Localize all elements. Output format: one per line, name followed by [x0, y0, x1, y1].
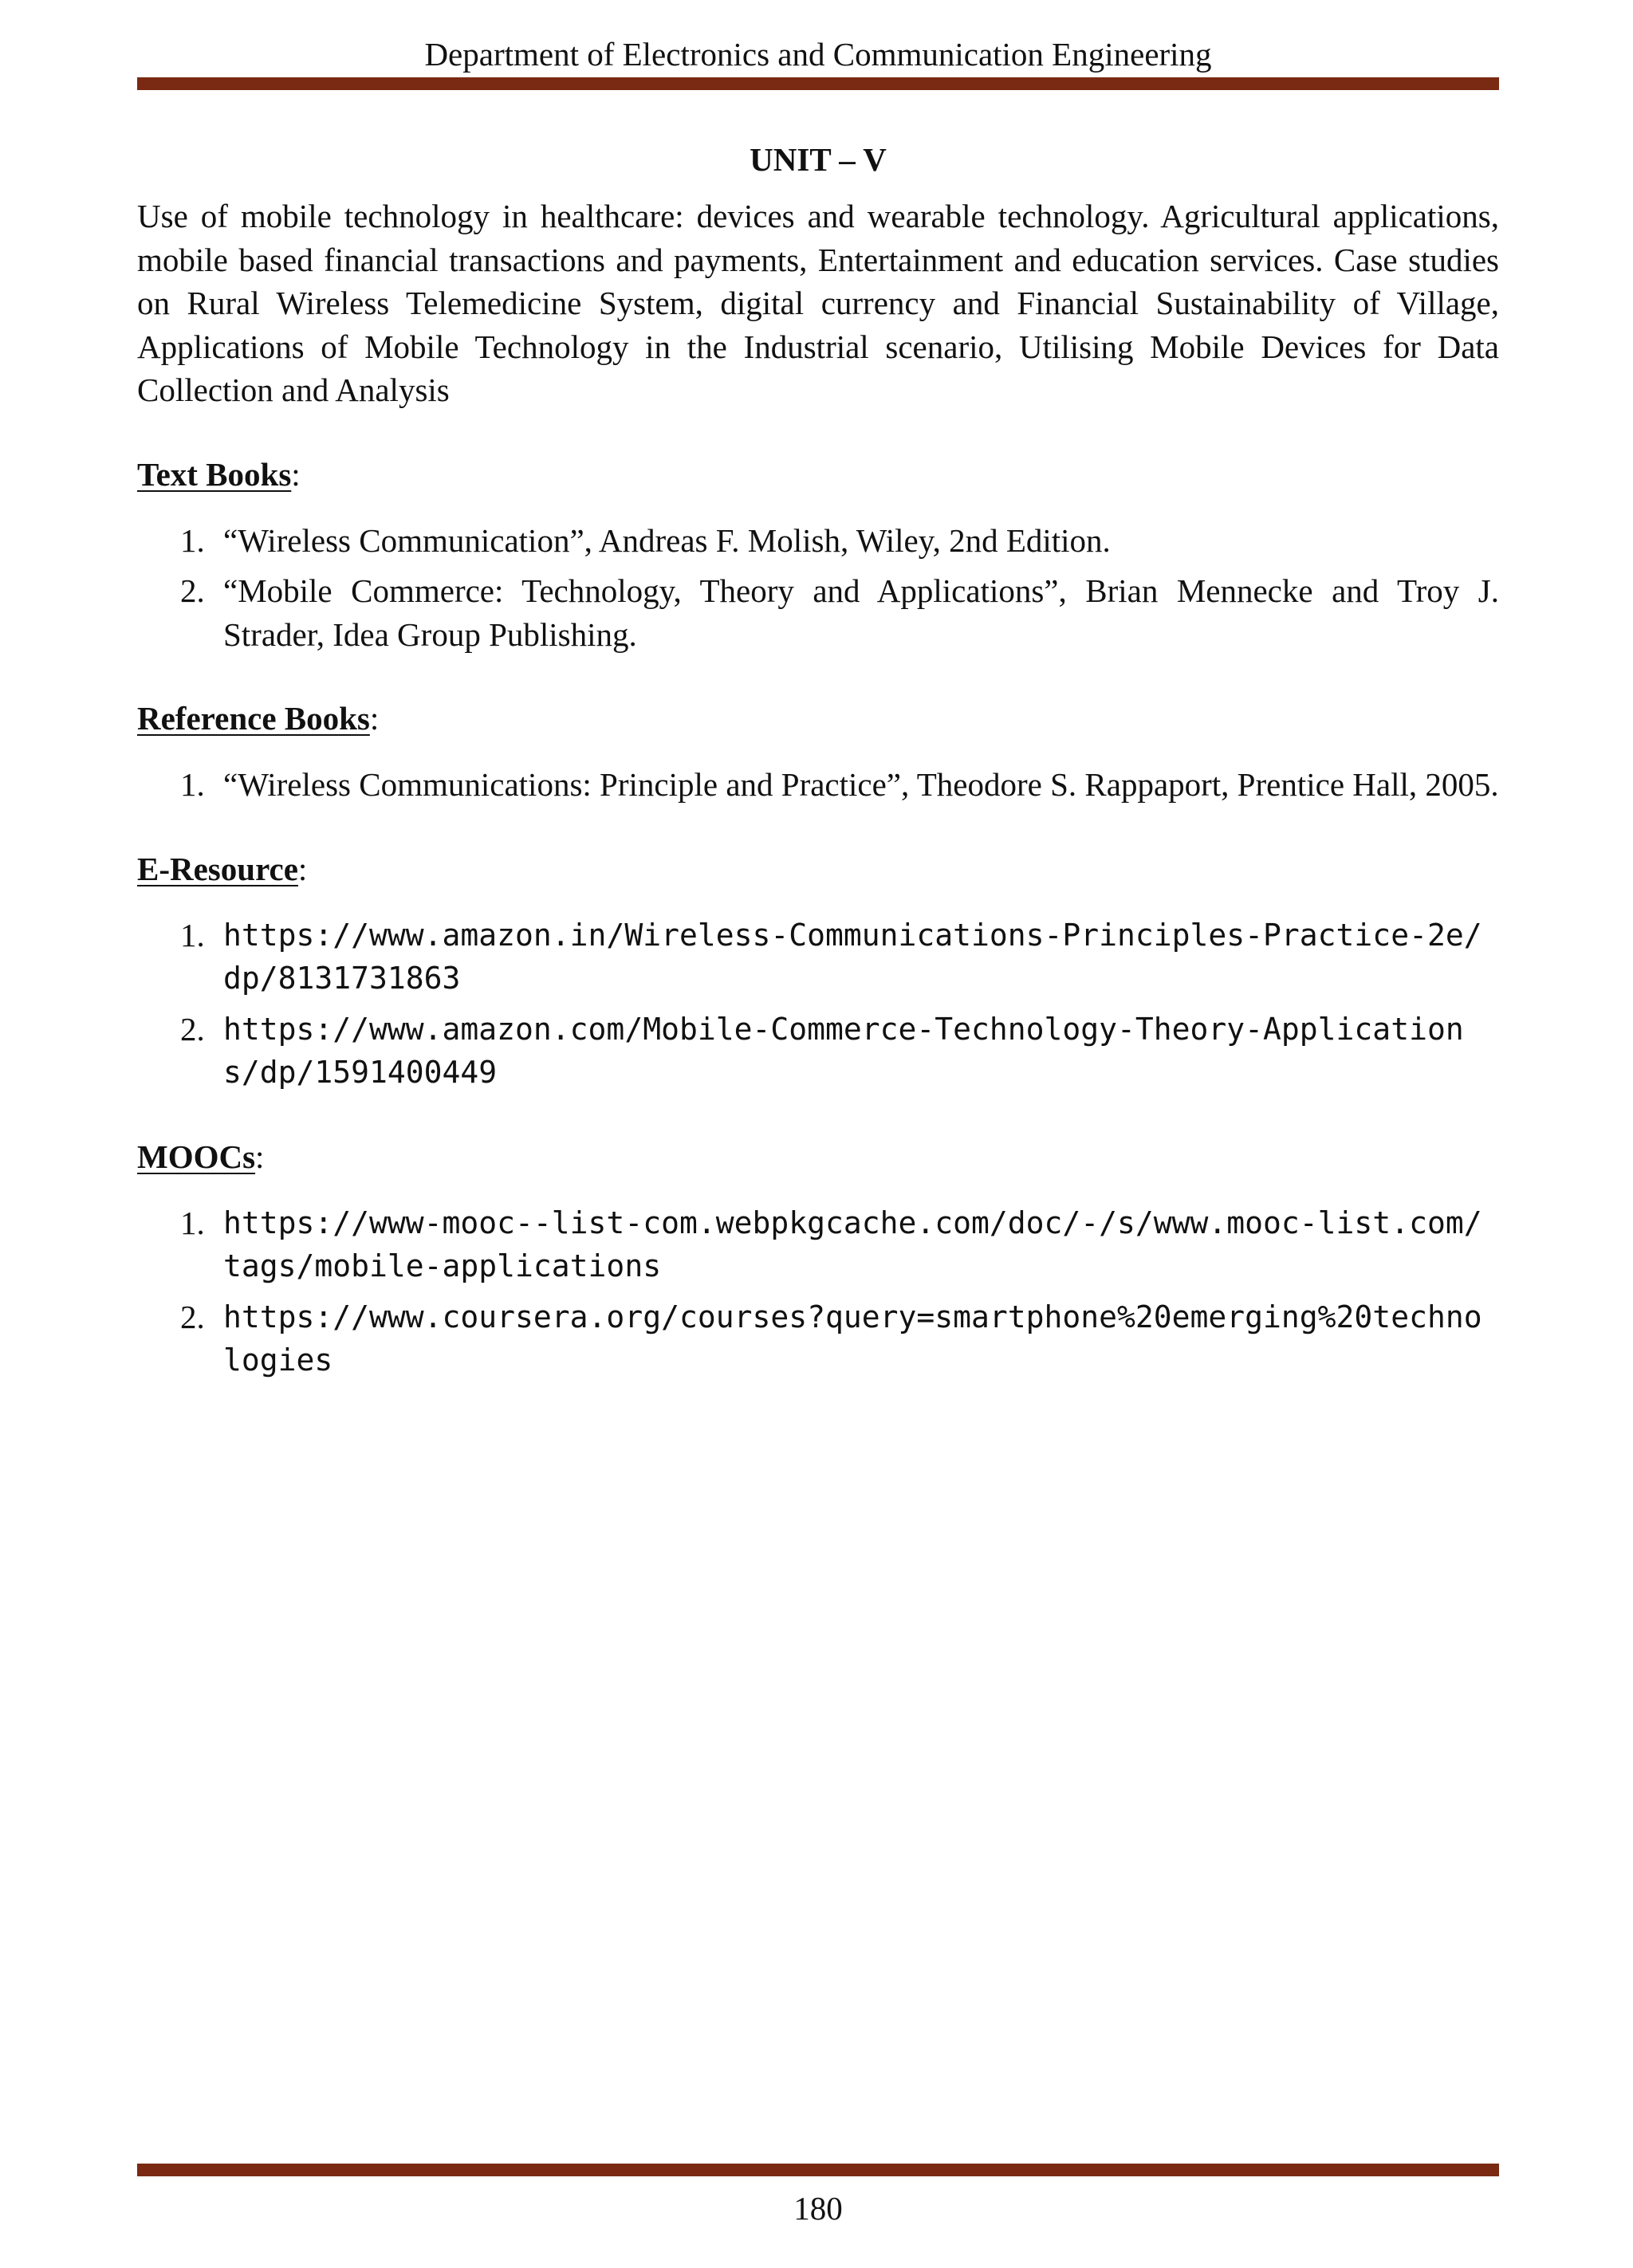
list-item-number: 1. [180, 521, 205, 559]
reference-books-heading-label: Reference Books [137, 700, 370, 737]
e-resource-heading: E-Resource: [137, 850, 308, 887]
page-header-department: Department of Electronics and Communication Engineering [424, 36, 1212, 73]
list-item [137, 519, 1499, 563]
text-books-heading: Text Books: [137, 455, 301, 493]
list-item-number: 2. [180, 1010, 205, 1048]
list-item [137, 763, 1499, 807]
mooc-link[interactable]: https://www.coursera.org/courses?query=smartphone%20emerging%20technologies [223, 1299, 1482, 1378]
page-content [137, 136, 1499, 1389]
moocs-heading-label: MOOCs [137, 1138, 256, 1175]
list-item-number: 2. [180, 1298, 205, 1335]
footer-rule [137, 2164, 1499, 2176]
text-books-list [137, 519, 1499, 657]
mooc-link[interactable]: https://www-mooc--list-com.webpkgcache.com/doc/-/s/www.mooc-list.com/tags/mobile-applications [223, 1205, 1482, 1283]
moocs-heading: MOOCs: [137, 1138, 265, 1175]
text-books-heading-label: Text Books [137, 455, 292, 493]
list-item [137, 1201, 1499, 1288]
e-resource-heading-label: E-Resource [137, 850, 298, 887]
list-item-text: “Mobile Commerce: Technology, Theory and Applications”, Brian Mennecke and Troy J. Strader, Idea Group Publishing. [223, 572, 1499, 653]
list-item [137, 569, 1499, 656]
list-item-number: 2. [180, 572, 205, 609]
list-item-number: 1. [180, 916, 205, 953]
page-number: 180 [793, 2190, 843, 2227]
e-resource-list [137, 914, 1499, 1095]
unit-title: UNIT – V [750, 141, 887, 178]
e-resource-link[interactable]: https://www.amazon.com/Mobile-Commerce-Technology-Theory-Applications/dp/1591400449 [223, 1011, 1464, 1090]
list-item-number: 1. [180, 766, 205, 803]
document-page [137, 0, 1499, 2268]
header-rule [137, 77, 1499, 90]
list-item [137, 1295, 1499, 1382]
list-item [137, 1008, 1499, 1095]
list-item [137, 914, 1499, 1000]
e-resource-link[interactable]: https://www.amazon.in/Wireless-Communications-Principles-Practice-2e/dp/8131731863 [223, 917, 1482, 996]
reference-books-heading: Reference Books: [137, 700, 380, 737]
list-item-text: “Wireless Communications: Principle and Practice”, Theodore S. Rappaport, Prentice Hall, 2005. [223, 766, 1499, 803]
list-item-text: “Wireless Communication”, Andreas F. Molish, Wiley, 2nd Edition. [223, 521, 1111, 559]
moocs-list [137, 1201, 1499, 1382]
list-item-number: 1. [180, 1204, 205, 1241]
unit-description: Use of mobile technology in healthcare: devices and wearable technology. Agricultural applications, mobile based financial transactions and payments, Entertainment and education services. Case studies on Rural Wireless Telemedicine System, digital currency and Financial Sustainability of Village, Applications of Mobile Technology in the Industrial scenario, Utilising Mobile Devices for Data Collection and Analysis [137, 198, 1499, 408]
reference-books-list [137, 763, 1499, 807]
